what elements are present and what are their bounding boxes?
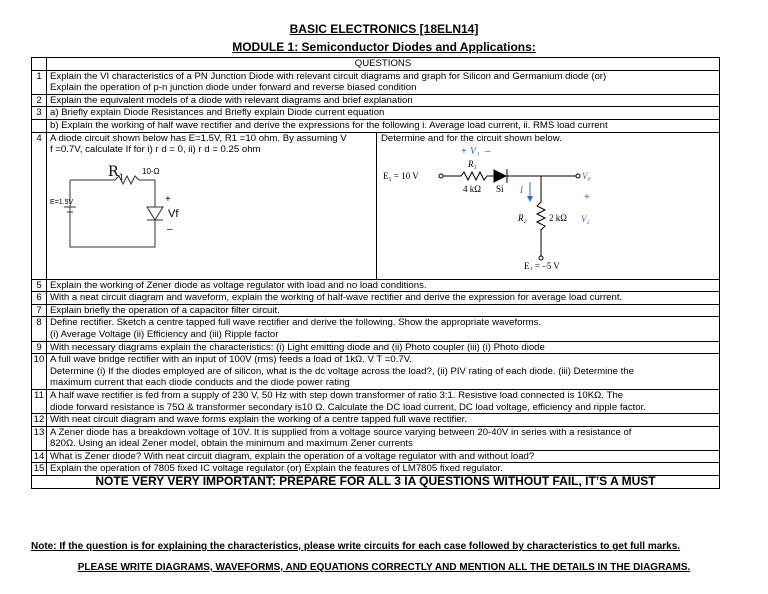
table-row bbox=[32, 389, 720, 413]
question-text: Explain briefly the operation of a capacitor filter circuit. bbox=[47, 304, 720, 317]
r1-label: R bbox=[108, 163, 119, 180]
diode-circuit-sketch bbox=[50, 162, 200, 262]
question-number: 1 bbox=[32, 70, 47, 94]
svg-text:–: – bbox=[167, 223, 173, 235]
e1-label: E₁ = 10 V bbox=[383, 171, 419, 182]
table-row bbox=[32, 426, 720, 450]
svg-text:+: + bbox=[165, 193, 171, 205]
question-number: 13 bbox=[32, 426, 47, 450]
marks-note: Note: If the question is for explaining the characteristics, please write circuits for each case followed by characteristics to get full marks. bbox=[31, 541, 681, 552]
table-row bbox=[32, 94, 720, 107]
circuit-diagram bbox=[381, 146, 601, 270]
question-number: 7 bbox=[32, 304, 47, 317]
question-text: With neat circuit diagram and wave forms explain the working of a centre tapped full wave rectifier. bbox=[47, 414, 720, 427]
question-text: A Zener diode has a breakdown voltage of 10V. It is supplied from a voltage source varying between 20-40V in series with a resistance of 820Ω. Using an ideal Zener model, obtain the minimum and maximum Zener currents bbox=[47, 426, 720, 450]
diode-label: Si bbox=[496, 184, 504, 195]
table-header-row bbox=[32, 58, 720, 71]
v2-label: V₂ bbox=[581, 214, 590, 225]
table-row bbox=[32, 132, 720, 279]
table-row bbox=[32, 279, 720, 292]
module-title: MODULE 1: Semiconductor Diodes and Applications: bbox=[232, 40, 536, 54]
column-header: QUESTIONS bbox=[47, 58, 720, 71]
important-note-row bbox=[32, 476, 720, 489]
table-row bbox=[32, 354, 720, 390]
vo-label: V₀ bbox=[582, 171, 591, 182]
question-number bbox=[32, 119, 47, 132]
question-number: 14 bbox=[32, 450, 47, 463]
question-number: 4 bbox=[32, 132, 47, 279]
r2-value: 2 kΩ bbox=[549, 213, 567, 224]
question-number: 11 bbox=[32, 389, 47, 413]
question-text: With a neat circuit diagram and waveform, explain the working of half-wave rectifier and derive the expression for average load current. bbox=[47, 292, 720, 305]
r1-label: R₁ bbox=[468, 159, 477, 170]
question-text: b) Explain the working of half wave rectifier and derive the expressions for the following i. Average load current, ii. RMS load current bbox=[47, 119, 720, 132]
question-number: 6 bbox=[32, 292, 47, 305]
question-number: 12 bbox=[32, 414, 47, 427]
vi-label: V₁ bbox=[470, 146, 480, 158]
question-text: Explain the equivalent models of a diode with relevant diagrams and brief explanation bbox=[47, 94, 720, 107]
table-row bbox=[32, 119, 720, 132]
table-row bbox=[32, 304, 720, 317]
r1-value: 10-Ω bbox=[142, 166, 160, 176]
question-number: 5 bbox=[32, 279, 47, 292]
source-label: E=1.5V bbox=[50, 198, 74, 206]
svg-text:–: – bbox=[485, 146, 491, 158]
r2-label: R₂ bbox=[518, 213, 527, 224]
e2-label: E₂ = –5 V bbox=[524, 261, 560, 271]
question-text: With necessary diagrams explain the characteristics: (i) Light emitting diode and (ii) Photo coupler (iii) (i) Photo diode bbox=[47, 341, 720, 354]
table-row bbox=[32, 341, 720, 354]
question-text: Explain the VI characteristics of a PN Junction Diode with relevant circuit diagrams and graph for Silicon and Germanium diode (or) Explain the operation of p-n junction diode under forward and reverse biased condition bbox=[47, 70, 720, 94]
important-note: NOTE VERY VERY IMPORTANT: PREPARE FOR ALL 3 IA QUESTIONS WITHOUT FAIL, IT’S A MUST bbox=[32, 476, 720, 489]
table-row bbox=[32, 292, 720, 305]
table-row bbox=[32, 317, 720, 341]
question-text: Define rectifier. Sketch a centre tapped full wave rectifier and derive the following. Show the appropriate waveforms. (i) Average Voltage (ii) Efficiency and (iii) Ripple factor bbox=[47, 317, 720, 341]
question-number: 10 bbox=[32, 354, 47, 390]
question-text: Explain the working of Zener diode as voltage regulator with load and no load conditions. bbox=[47, 279, 720, 292]
question-text: A full wave bridge rectifier with an input of 100V (rms) feeds a load of 1kΩ. V T =0.7V. Determine (i) If the diodes employed are of silicon, what is the dc voltage across the load?, (ii) PIV rating of each diode. (iii) Determine the maximum current that each diode conducts and the diode power rating bbox=[47, 354, 720, 390]
table-row bbox=[32, 70, 720, 94]
svg-text:1: 1 bbox=[119, 172, 125, 182]
question-text: Explain the operation of 7805 fixed IC voltage regulator (or) Explain the features of LM7805 fixed regulator. bbox=[47, 463, 720, 476]
r1-value: 4 kΩ bbox=[463, 184, 481, 195]
question-text bbox=[47, 132, 720, 279]
current-label: I bbox=[520, 185, 523, 196]
svg-text:+: + bbox=[584, 192, 590, 204]
question-number: 15 bbox=[32, 463, 47, 476]
question-4-right: Determine and for the circuit shown below. E₁ = 10 V + V₁ – R₁ 4 kΩ Si I R₂ 2 kΩ V₀ + V₂ E₂ = –5 V bbox=[377, 133, 719, 279]
question-number: 3 bbox=[32, 107, 47, 120]
questions-table bbox=[31, 57, 720, 489]
document-title: BASIC ELECTRONICS [18ELN14] bbox=[289, 22, 479, 36]
svg-text:+: + bbox=[461, 146, 467, 158]
table-row bbox=[32, 450, 720, 463]
footer-instruction: PLEASE WRITE DIAGRAMS, WAVEFORMS, AND EQUATIONS CORRECTLY AND MENTION ALL THE DETAILS IN THE DIAGRAMS. bbox=[77, 562, 691, 573]
question-number: 8 bbox=[32, 317, 47, 341]
question-text: What is Zener diode? With neat circuit diagram, explain the operation of a voltage regulator with and without load? bbox=[47, 450, 720, 463]
question-text: a) Briefly explain Diode Resistances and Briefly explain Diode current equation bbox=[47, 107, 720, 120]
question-number: 2 bbox=[32, 94, 47, 107]
vf-label: Vf bbox=[168, 207, 179, 220]
question-number: 9 bbox=[32, 341, 47, 354]
question-4-left: A diode circuit shown below has E=1.5V, R1 =10 ohm. By assuming V f =0.7V, calculate If for i) r d = 0, ii) r d = 0.25 ohm R 1 10-Ω E=1.5V + Vf – bbox=[47, 133, 377, 279]
table-row bbox=[32, 414, 720, 427]
table-row bbox=[32, 107, 720, 120]
question-text: A half wave rectifier is fed from a supply of 230 V, 50 Hz with step down transformer of ratio 3:1. Resistive load connected is 10KΩ. The diode forward resistance is 75Ω & transformer secondary is10 Ω. Calculate the DC load current, DC load voltage, efficiency and ripple factor. bbox=[47, 389, 720, 413]
